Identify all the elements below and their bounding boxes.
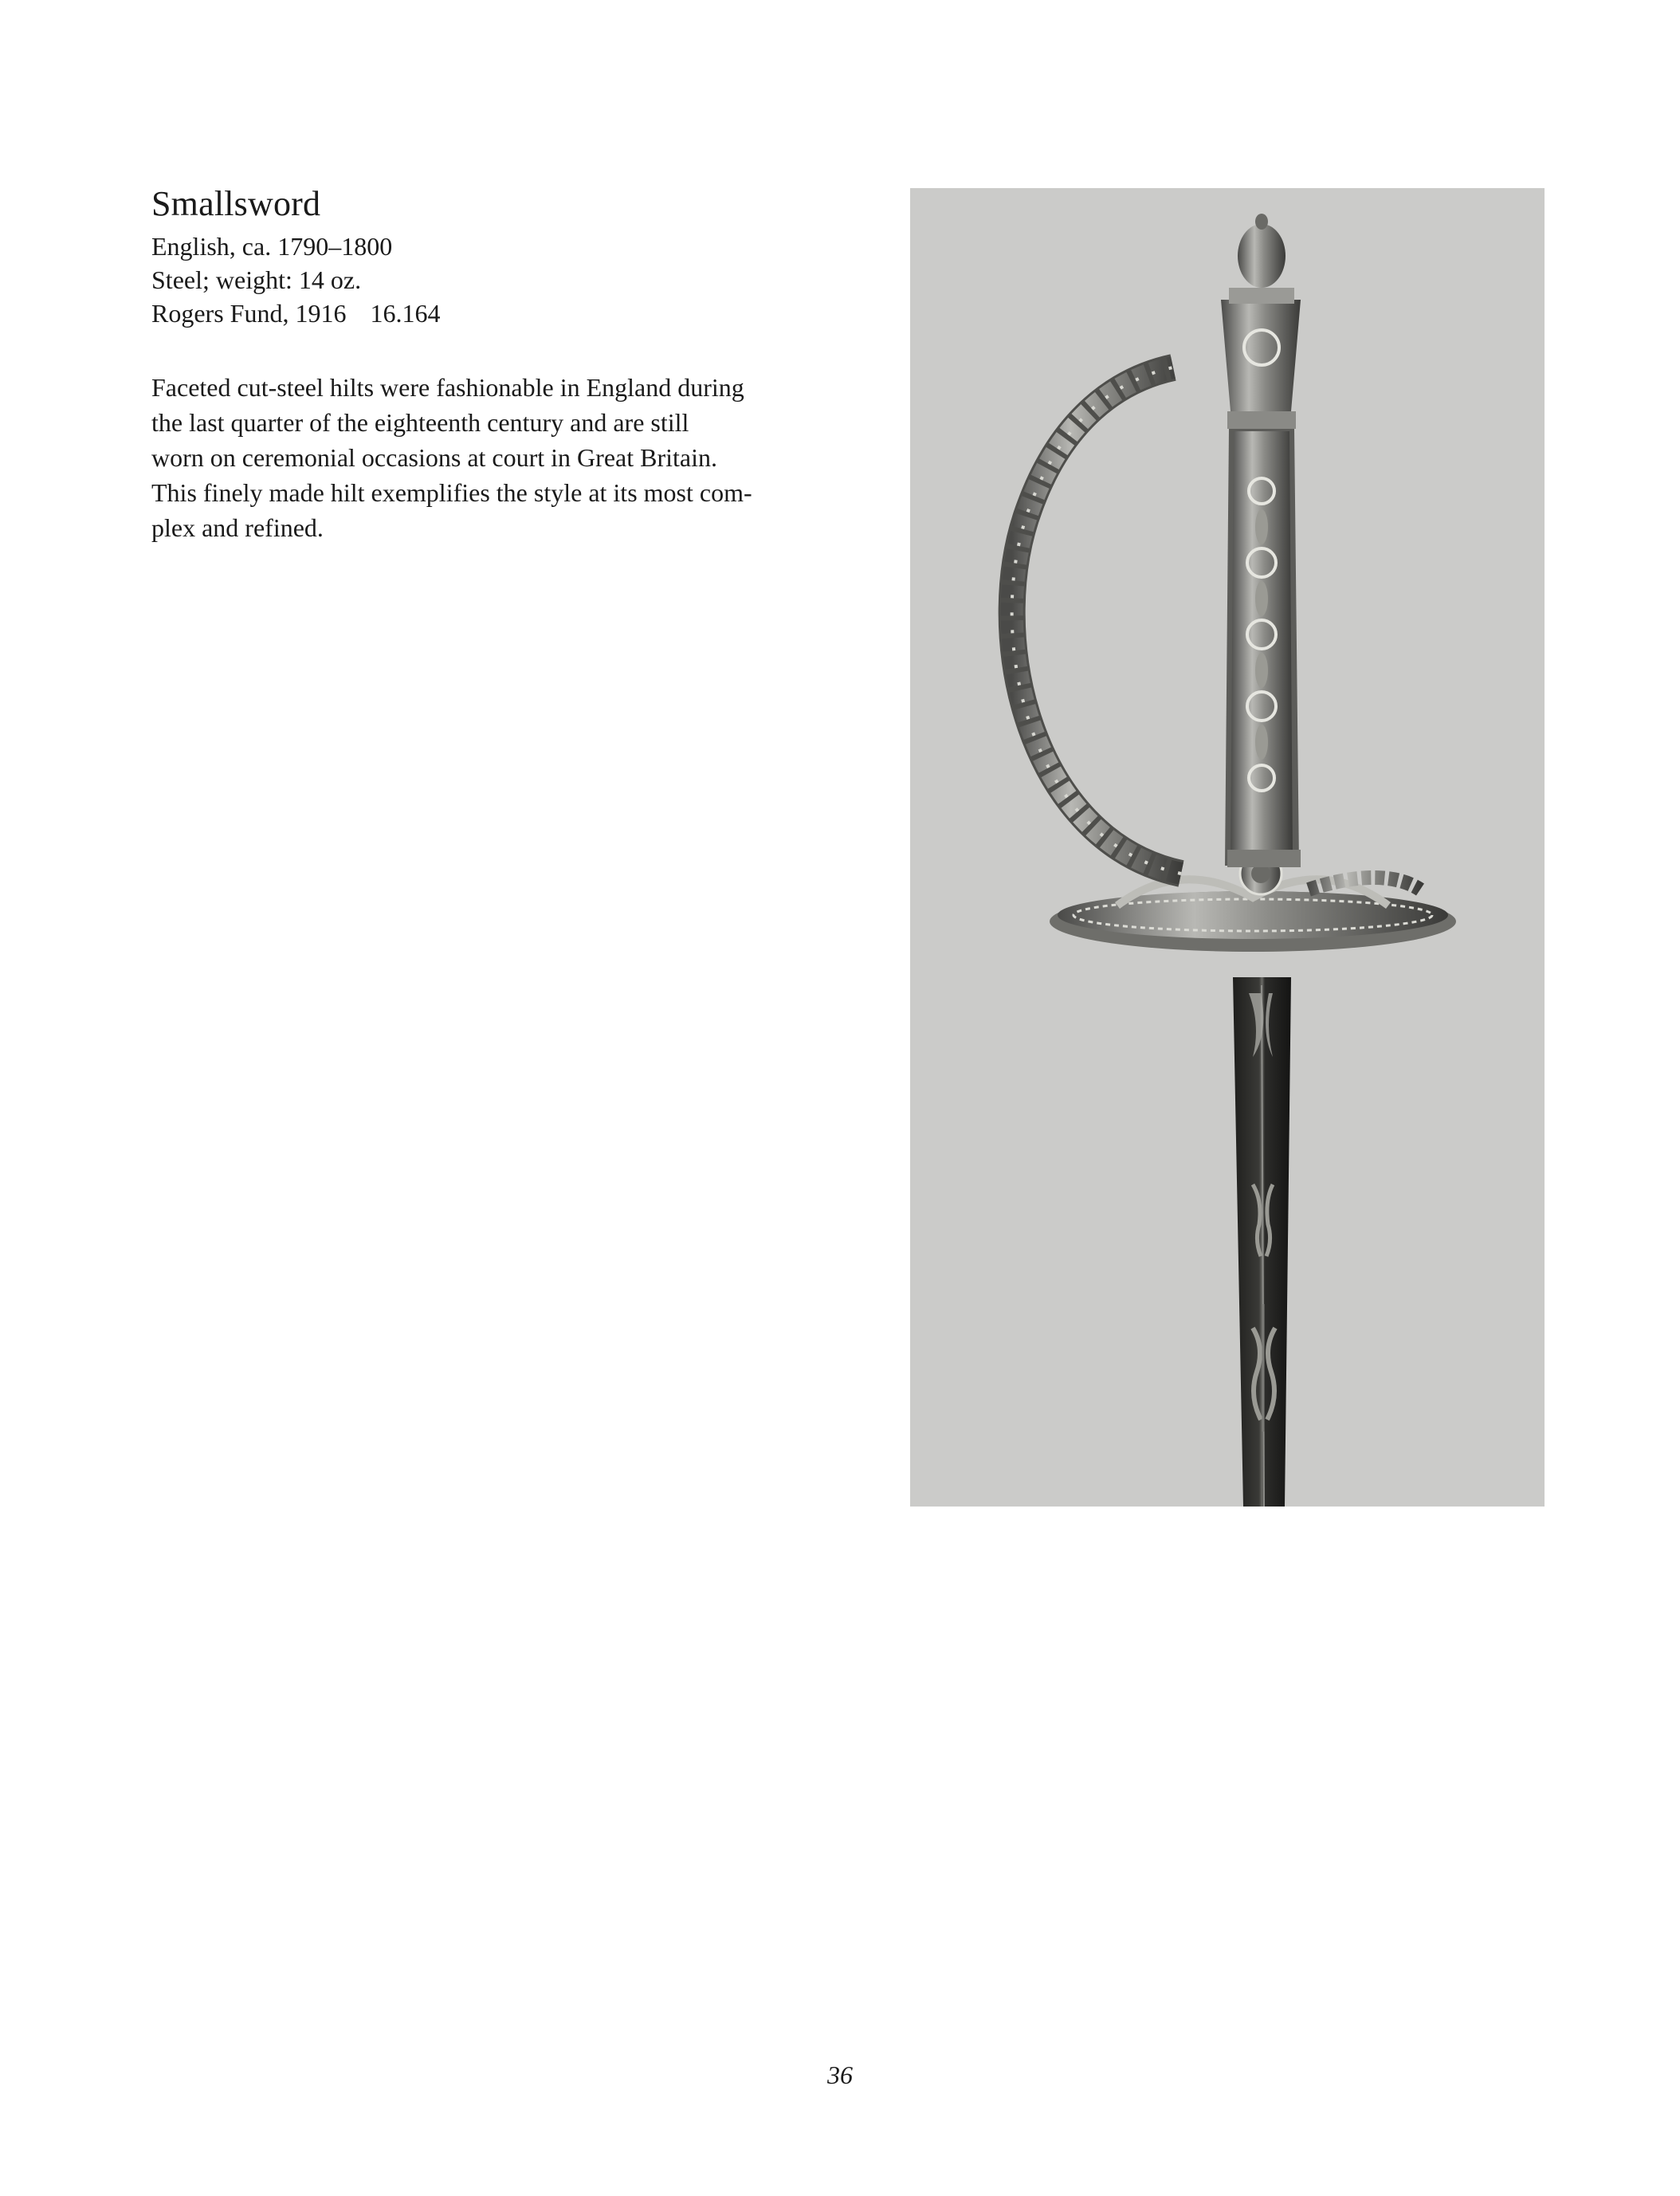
grip [1225,427,1301,867]
smallsword-illustration [910,188,1545,1507]
smallsword-photograph [910,188,1545,1507]
credit-text: Rogers Fund, 1916 [151,299,347,328]
shell-guard [1050,853,1456,952]
object-material: Steel; weight: 14 oz. [151,265,362,294]
page-number: 36 [827,2060,853,2089]
blade [1233,977,1291,1507]
description-paragraph [151,370,837,545]
description-line: the last quarter of the eighteenth century and are still [151,408,689,437]
description-line: This finely made hilt exemplifies the style at its most com- [151,478,752,507]
accession-number: 16.164 [370,299,441,328]
description-line: plex and refined. [151,513,324,542]
object-origin: English, ca. 1790–1800 [151,232,393,261]
description-line: worn on ceremonial occasions at court in Great Britain. [151,443,717,472]
pommel [1221,214,1301,429]
object-credit-line [151,297,837,330]
caption-block [151,182,837,545]
description-line: Faceted cut-steel hilts were fashionable in England during [151,373,744,402]
object-title: Smallsword [151,184,321,223]
knuckle-bow [1012,367,1420,890]
